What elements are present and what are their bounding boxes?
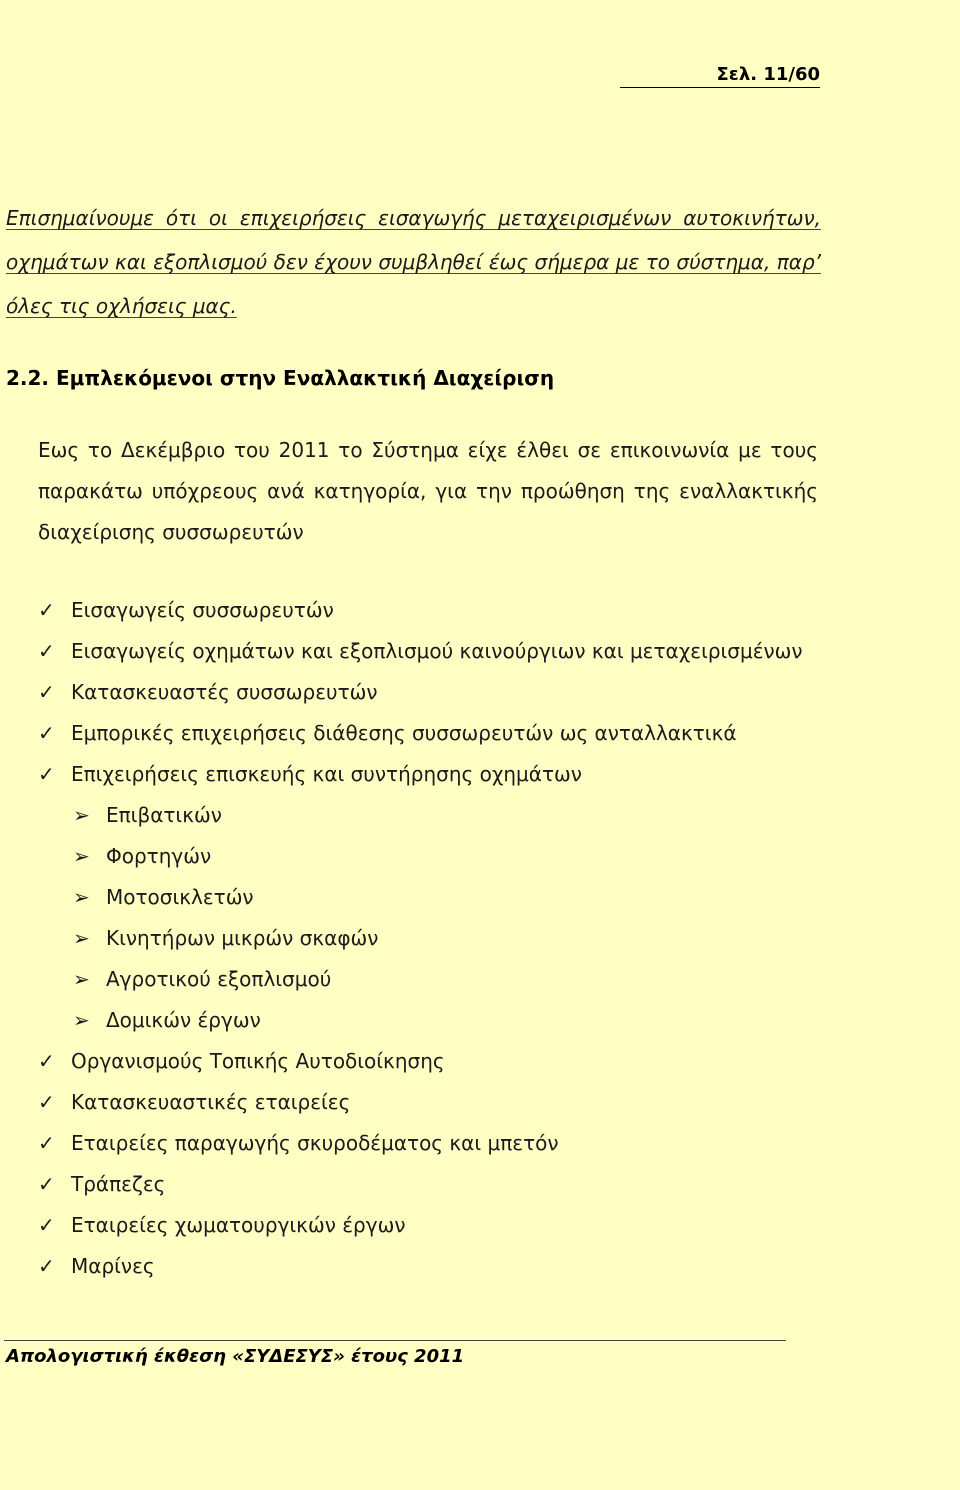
arrow-bullet-icon: ➢ [73,926,90,950]
list-item [38,631,803,672]
checkmark-icon: ✓ [38,639,55,663]
list-item [38,1082,803,1123]
list-item-label: Αγροτικού εξοπλισμού [106,967,332,991]
footer-divider [4,1340,786,1341]
sub-list-item [38,877,803,918]
checkmark-icon: ✓ [38,598,55,622]
checkmark-icon: ✓ [38,680,55,704]
intro-line: διαχείρισης συσσωρευτών [38,520,304,544]
list-item-label: Εισαγωγείς συσσωρευτών [71,598,334,622]
list-item-label: Φορτηγών [106,844,212,868]
intro-line: παρακάτω υπόχρεους ανά κατηγορία, για την προώθηση της εναλλακτικής [38,479,818,503]
sub-list-item [38,836,803,877]
checkmark-icon: ✓ [38,1090,55,1114]
checkmark-icon: ✓ [38,762,55,786]
list-item-label: Επιχειρήσεις επισκευής και συντήρησης οχημάτων [71,762,582,786]
list-item [38,672,803,713]
intro-line: Εως το Δεκέμβριο του 2011 το Σύστημα είχε έλθει σε επικοινωνία με τους [38,438,818,462]
sub-list-item [38,918,803,959]
list-item [38,1246,803,1287]
checkmark-icon: ✓ [38,1213,55,1237]
page-number: Σελ. 11/60 [620,64,820,88]
note-line: όλες τις οχλήσεις μας. [6,294,237,318]
list-item-label: Κατασκευαστές συσσωρευτών [71,680,378,704]
list-item [38,1164,803,1205]
list-item [38,1123,803,1164]
checkmark-icon: ✓ [38,1049,55,1073]
list-item [38,713,803,754]
list-item-label: Κινητήρων μικρών σκαφών [106,926,379,950]
sub-list-item [38,1000,803,1041]
footer-title: Απολογιστική έκθεση «ΣΥΔΕΣΥΣ» έτους 2011 [6,1346,465,1367]
arrow-bullet-icon: ➢ [73,967,90,991]
list-item-label: Δομικών έργων [106,1008,261,1032]
checkmark-icon: ✓ [38,1254,55,1278]
list-item [38,1205,803,1246]
list-item [38,590,803,631]
list-item-label: Τράπεζες [71,1172,166,1196]
list-item-label: Κατασκευαστικές εταιρείες [71,1090,351,1114]
arrow-bullet-icon: ➢ [73,844,90,868]
list-item-label: Εταιρείες χωματουργικών έργων [71,1213,406,1237]
arrow-bullet-icon: ➢ [73,885,90,909]
list-item-label: Επιβατικών [106,803,222,827]
list-item [38,754,803,795]
sub-list-item [38,795,803,836]
note-paragraph [6,196,821,328]
note-line: Επισημαίνουμε ότι οι επιχειρήσεις εισαγωγής μεταχειρισμένων αυτοκινήτων, [6,206,821,230]
checkmark-icon: ✓ [38,721,55,745]
stakeholder-list [38,590,803,1287]
arrow-bullet-icon: ➢ [73,1008,90,1032]
list-item [38,1041,803,1082]
list-item-label: Εταιρείες παραγωγής σκυροδέματος και μπετόν [71,1131,559,1155]
list-item-label: Μοτοσικλετών [106,885,254,909]
list-item-label: Οργανισμούς Τοπικής Αυτοδιοίκησης [71,1049,445,1073]
list-item-label: Μαρίνες [71,1254,155,1278]
sub-list-item [38,959,803,1000]
list-item-label: Εισαγωγείς οχημάτων και εξοπλισμού καινούργιων και μεταχειρισμένων [71,639,803,663]
checkmark-icon: ✓ [38,1172,55,1196]
checkmark-icon: ✓ [38,1131,55,1155]
note-line: οχημάτων και εξοπλισμού δεν έχουν συμβληθεί έως σήμερα με το σύστημα, παρ’ [6,250,821,274]
intro-paragraph [38,430,818,553]
list-item-label: Εμπορικές επιχειρήσεις διάθεσης συσσωρευτών ως ανταλλακτικά [71,721,737,745]
arrow-bullet-icon: ➢ [73,803,90,827]
section-heading: 2.2. Εμπλεκόμενοι στην Εναλλακτική Διαχείριση [6,366,555,390]
